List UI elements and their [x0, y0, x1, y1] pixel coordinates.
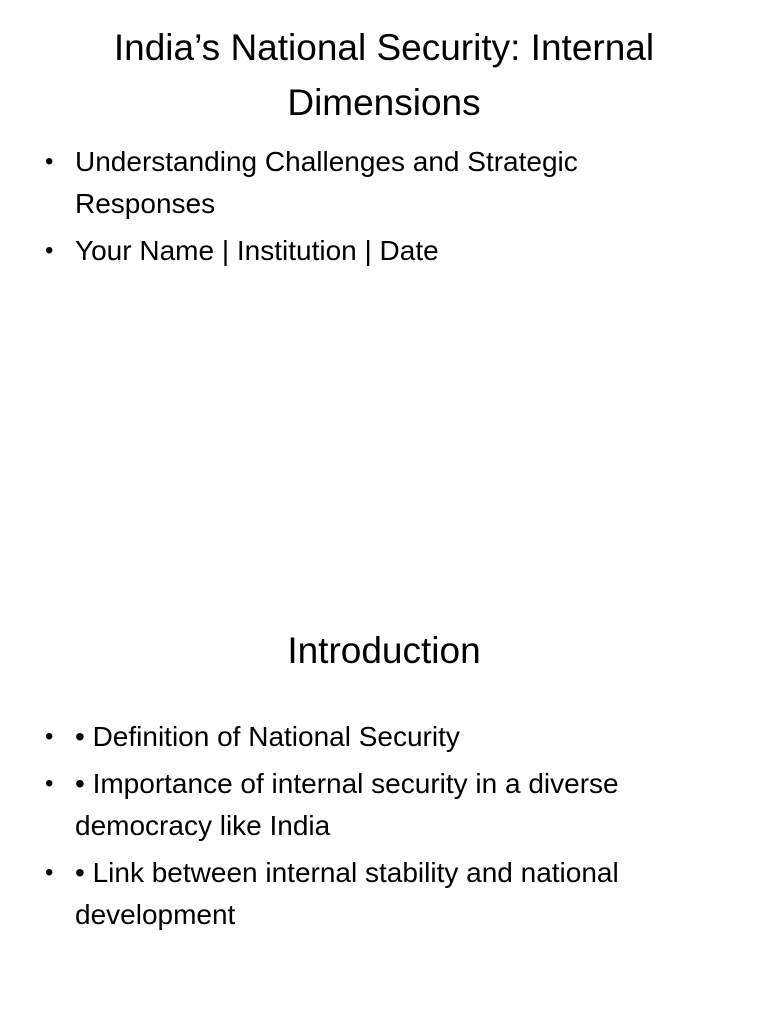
list-item: [40, 852, 710, 936]
bullet-text: Your Name | Institution | Date: [75, 235, 439, 266]
bullet-text: • Definition of National Security: [75, 721, 460, 752]
bullet-icon: •: [45, 148, 54, 175]
bullet-text: • Link between internal stability and national development: [75, 857, 619, 930]
slide-1-bullet-list: [40, 141, 710, 277]
list-item: [40, 716, 710, 758]
slide-1-title: India’s National Security: Internal Dimensions: [113, 27, 655, 123]
bullet-text: Understanding Challenges and Strategic Responses: [75, 146, 578, 219]
slide-2-title: Introduction: [287, 630, 481, 671]
bullet-text: • Importance of internal security in a diverse democracy like India: [75, 768, 619, 841]
bullet-icon: •: [45, 770, 54, 797]
list-item: [40, 141, 710, 225]
bullet-icon: •: [45, 859, 54, 886]
slide-2: [0, 512, 768, 1024]
bullet-icon: •: [45, 237, 54, 264]
list-item: [40, 763, 710, 847]
list-item: [40, 230, 710, 272]
slide-2-bullet-list: [40, 716, 710, 941]
bullet-icon: •: [45, 723, 54, 750]
